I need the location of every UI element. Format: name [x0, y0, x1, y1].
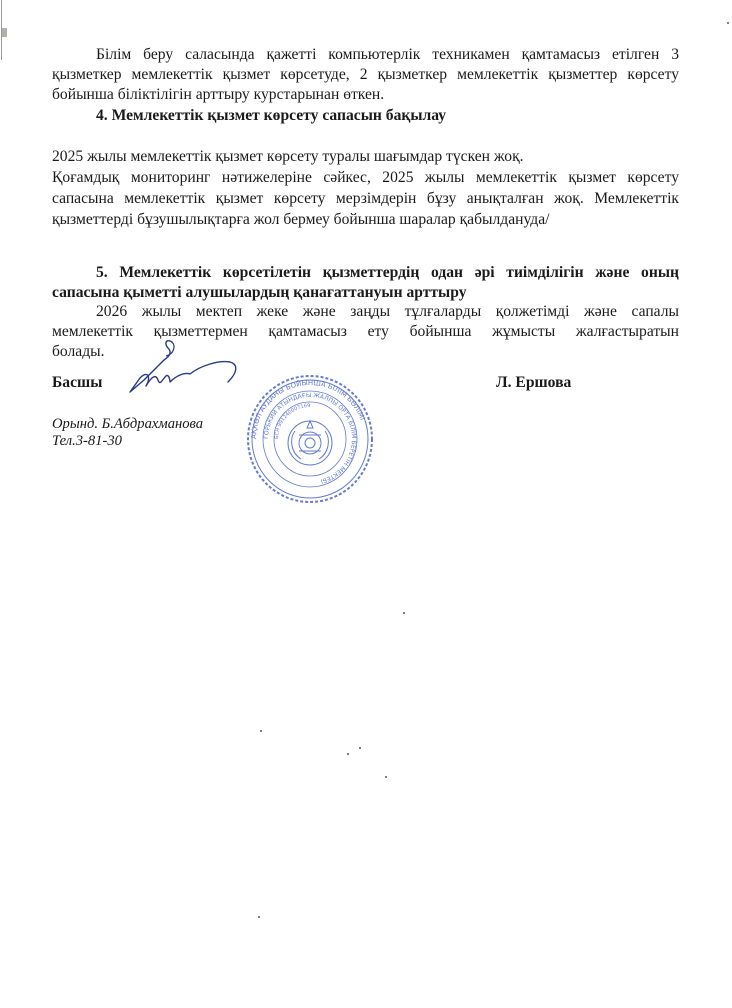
- signer-name: Л. Ершова: [496, 374, 572, 391]
- paragraph-1-line-3: бойынша біліктілігін арттыру курстарынан өткен.: [52, 86, 385, 103]
- handwritten-signature: [100, 336, 250, 396]
- stamp-id-text: БСН 991240007169: [273, 402, 311, 440]
- state-emblem-icon: [288, 421, 332, 465]
- section-5-heading-line-2: сапасына қыметті алушылардың қанағаттануын арттыру: [52, 284, 467, 301]
- scan-speck: [258, 916, 260, 918]
- section-4-line-2: Қоғамдық мониторинг нәтижелеріне сәйкес, 2025 жылы мемлекеттік қызмет көрсету: [52, 169, 679, 186]
- section-5-line-2: мемлекеттік қызметтермен қамтамасыз ету бойынша жұмысты жалғастыратын: [52, 323, 679, 340]
- position-label: Басшы: [52, 374, 103, 391]
- scan-speck: [727, 22, 729, 24]
- stamp-outer-text: АҚКӨЛ АУДАНЫ БОЙЫНША БІЛІМ БӨЛІМІ: [249, 378, 367, 440]
- scan-speck: [359, 747, 361, 749]
- scan-speck: [403, 612, 405, 614]
- section-4-line-3: сапасына мемлекеттік қызмет көрсету мерзімдерін бұзу анықталған жоқ. Мемлекеттік: [52, 190, 679, 207]
- executor-phone: Тел.3-81-30: [52, 433, 122, 449]
- scan-speck: [385, 776, 387, 778]
- paragraph-1-line-1: Білім беру саласында қажетті компьютерлік техникамен қамтамасыз етілген 3: [96, 46, 679, 63]
- scan-edge-mark: [2, 28, 7, 37]
- section-4-line-1: 2025 жылы мемлекеттік қызмет көрсету туралы шағымдар түскен жоқ.: [52, 148, 524, 165]
- section-4-line-4: қызметтерді бұзушылықтарға жол бермеу бойынша шаралар қабылдануда/: [52, 211, 550, 228]
- scan-speck: [260, 730, 262, 732]
- section-5-heading-line-1: 5. Мемлекеттік көрсетілетін қызметтердің одан әрі тиімділігін және оның: [96, 264, 679, 281]
- executor-name: Орынд. Б.Абдрахманова: [52, 416, 204, 432]
- scan-speck: [347, 753, 349, 755]
- stamp-inner-text: ГОРЬКИЙ АТЫНДАҒЫ ЖАЛПЫ ОРТА БІЛІМ БЕРЕТІН МЕКТЕБІ: [262, 391, 358, 485]
- section-5-line-3: болады.: [52, 343, 105, 360]
- section-5-line-1: 2026 жылы мектеп жеке және заңды тұлғаларды қолжетімді және сапалы: [96, 303, 679, 320]
- official-stamp: [245, 373, 375, 505]
- paragraph-1-line-2: қызметкер мемлекеттік қызмет көрсетуде, 2 қызметкер мемлекеттік қызметтер көрсету: [52, 66, 679, 83]
- section-4-heading: 4. Мемлекеттік қызмет көрсету сапасын бақылау: [96, 107, 447, 124]
